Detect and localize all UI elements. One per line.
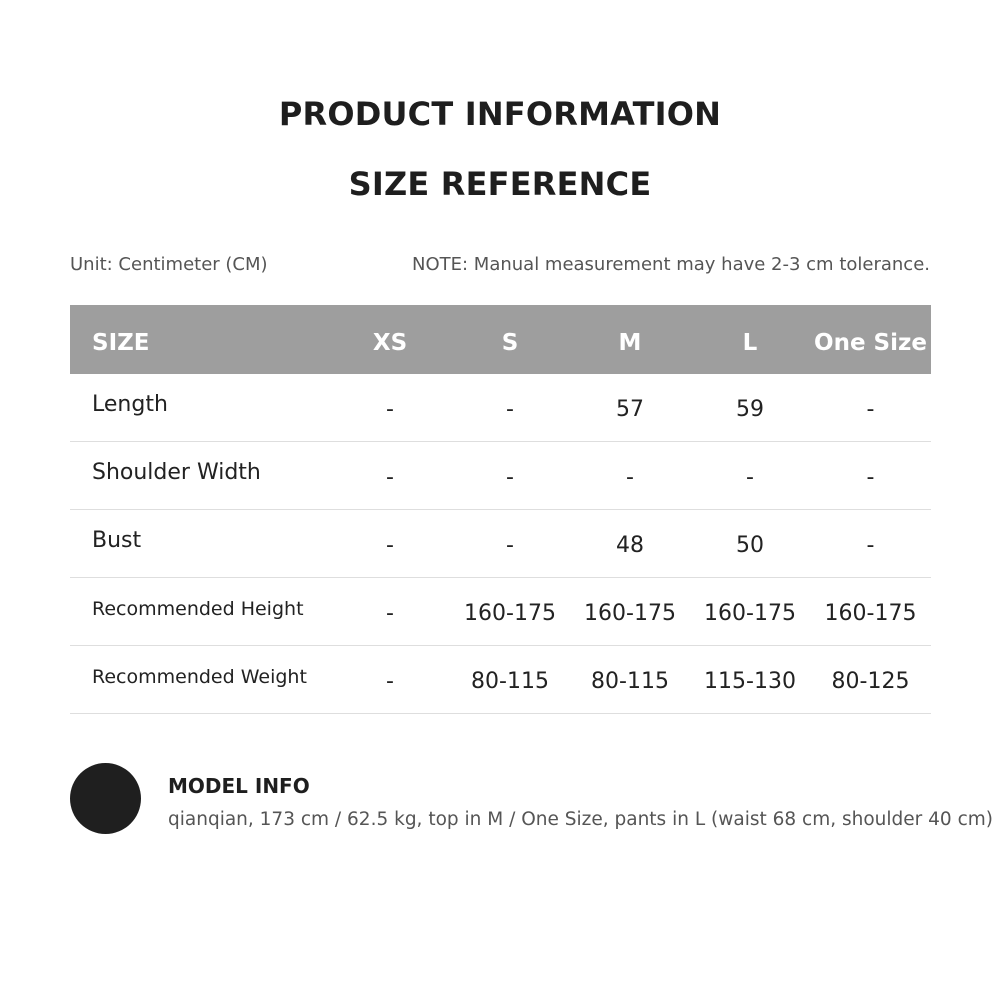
table-row <box>70 646 931 714</box>
table-cell: - <box>866 397 875 422</box>
table-cell: 57 <box>616 397 644 422</box>
table-cell: 160-175 <box>824 601 917 626</box>
table-cell: - <box>386 601 394 626</box>
table-cell: 80-115 <box>591 669 669 694</box>
row-label: Recommended Weight <box>92 665 307 688</box>
table-cell: - <box>866 533 875 558</box>
row-label: Length <box>92 392 168 417</box>
table-cell: 50 <box>736 533 764 558</box>
page-title: PRODUCT INFORMATION <box>278 95 722 133</box>
model-info-text: qianqian, 173 cm / 62.5 kg, top in M / One Size, pants in L (waist 68 cm, shoulder 40 cm) <box>168 809 993 830</box>
table-cell: - <box>626 465 634 490</box>
tolerance-note: NOTE: Manual measurement may have 2-3 cm tolerance. <box>412 254 930 275</box>
row-label: Recommended Height <box>92 597 304 620</box>
section-title: SIZE REFERENCE <box>348 165 652 203</box>
table-row <box>70 374 931 442</box>
header-cell-m: M <box>618 329 642 356</box>
header-cell-l: L <box>742 329 758 356</box>
header-cell-xs: XS <box>372 329 408 356</box>
model-info-title: MODEL INFO <box>168 774 310 798</box>
table-row <box>70 442 931 510</box>
table-cell: - <box>506 397 514 422</box>
unit-note: Unit: Centimeter (CM) <box>70 254 268 275</box>
table-cell: 80-115 <box>471 669 549 694</box>
table-row <box>70 578 931 646</box>
table-cell: - <box>386 465 394 490</box>
table-cell: - <box>386 397 394 422</box>
table-cell: 160-175 <box>704 601 796 626</box>
table-cell: 115-130 <box>704 669 796 694</box>
table-cell: 48 <box>616 533 644 558</box>
header-cell-one-size: One Size <box>814 329 927 356</box>
table-cell: - <box>386 669 394 694</box>
table-cell: - <box>506 533 514 558</box>
table-cell: 80-125 <box>831 669 910 694</box>
table-cell: 160-175 <box>584 601 676 626</box>
row-label: Shoulder Width <box>92 460 261 485</box>
table-cell: 160-175 <box>464 601 556 626</box>
header-cell-s: S <box>501 329 519 356</box>
header-cell-size: SIZE <box>92 329 150 356</box>
size-table <box>70 305 931 714</box>
table-header <box>70 305 931 374</box>
table-row <box>70 510 931 578</box>
row-label: Bust <box>92 528 142 553</box>
model-avatar <box>70 763 141 834</box>
table-cell: 59 <box>736 397 764 422</box>
table-cell: - <box>386 533 394 558</box>
table-cell: - <box>866 465 875 490</box>
table-cell: - <box>506 465 514 490</box>
table-cell: - <box>746 465 754 490</box>
